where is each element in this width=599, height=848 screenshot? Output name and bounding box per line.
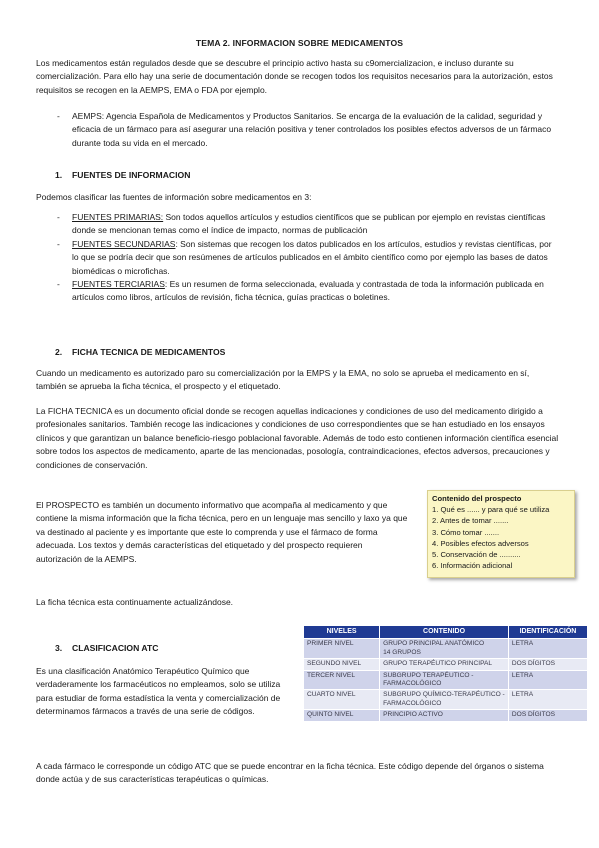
- term: FUENTES PRIMARIAS:: [72, 212, 164, 222]
- table-cell: QUINTO NIVEL: [304, 710, 380, 721]
- section-2-paragraph-3: El PROSPECTO es también un documento informativo que acompaña al medicamento y que contiene la misma información que la ficha técnica, pero en un lenguaje mas sencillo y laxo ya que va destinado al paciente y es importante que este lo comprenda y use el fármaco de forma adecuada. Los textos y demás características del etiquetado y del prospecto requieren autorización de la AEMPS.: [36, 500, 408, 564]
- table-cell: DOS DÍGITOS: [508, 710, 587, 721]
- table-cell: LETRA: [508, 670, 587, 690]
- section-3-paragraph-2: A cada fármaco le corresponde un código ATC que se puede encontrar en la ficha técnica. Este código depende del órganos o sistema donde actúa y de sus características terapéuticas o químicas.: [36, 761, 544, 785]
- prospecto-item: 5. Conservación de ..........: [432, 550, 521, 560]
- term-description: : Son sistemas que recogen los datos publicados en los artículos, estudios y revistas científicas, por lo que se podría decir que son resúmenes de artículos publicados en el ámbito científico como por ejemplo las bases de datos biomédicas o microfichas.: [72, 238, 552, 276]
- section-2-heading: [55, 347, 225, 357]
- prospecto-title: Contenido del prospecto: [432, 494, 522, 503]
- list-item: - FUENTES SECUNDARIAS: Son sistemas que recogen los datos publicados en los artículos, estudios y revistas científicas, por lo que se podría decir que son resúmenes de artículos publicados en el ámbito científico como por ejemplo las bases de datos biomédicas o microfichas.: [57, 238, 552, 276]
- term-description: Son todos aquellos artículos y estudios científicos que se publican por ejemplo en revistas científicas donde se mencionan temas como el índice de impacto, normas de publicación: [72, 212, 546, 236]
- column-header: NIVELES: [304, 626, 380, 639]
- table-cell: SUBGRUPO TERAPÉUTICO - FARMACOLÓGICO: [380, 670, 509, 690]
- list-item: - FUENTES PRIMARIAS: Son todos aquellos artículos y estudios científicos que se publican por ejemplo en revistas científicas donde se mencionan temas como el índice de impacto, normas de publicación: [57, 212, 546, 236]
- prospecto-contents-box: [427, 490, 575, 578]
- section-2-paragraph-4: La ficha técnica esta continuamente actualizándose.: [36, 597, 234, 607]
- prospecto-item: 1. Qué es ...... y para qué se utiliza: [432, 505, 550, 515]
- prospecto-item: 2. Antes de tomar .......: [432, 516, 509, 526]
- fuentes-list: [57, 211, 560, 305]
- section-number: 2.: [55, 347, 63, 357]
- column-header: IDENTIFICACIÓN: [508, 626, 587, 639]
- aemps-text: AEMPS: Agencia Española de Medicamentos y Productos Sanitarios. Se encarga de la evaluación de la calidad, seguridad y eficacia de un fármaco para así asegurar una relación positiva y tener controlados los posibles efectos adversos de un fármaco durante toda su vida en el mercado.: [72, 111, 552, 148]
- document-title: TEMA 2. INFORMACION SOBRE MEDICAMENTOS: [195, 38, 404, 48]
- term: FUENTES TERCIARIAS: [72, 279, 165, 290]
- section-title: CLASIFICACION ATC: [72, 643, 159, 653]
- section-2-paragraph-1: Cuando un medicamento es autorizado paro su comercialización por la EMPS y la EMA, no solo se aprueba el medicamento en sí, también se aprueba la ficha técnica, el prospecto y el etiquetado.: [36, 368, 530, 392]
- section-number: 3.: [55, 643, 63, 653]
- section-3-heading: [55, 643, 158, 653]
- cell-line: GRUPO PRINCIPAL ANATÓMICO 14 GRUPOS: [383, 640, 485, 656]
- table-cell: [380, 639, 509, 659]
- table-cell: PRINCIPIO ACTIVO: [380, 710, 509, 721]
- section-1-heading: [55, 170, 190, 180]
- prospecto-item: 6. Información adicional: [432, 561, 513, 571]
- table-row: [304, 639, 588, 659]
- table-row: [304, 670, 588, 690]
- section-number: 1.: [55, 170, 63, 180]
- table-cell: SUBGRUPO QUÍMICO-TERAPÉUTICO - FARMACOLÓGICO: [380, 690, 509, 710]
- table-cell: DOS DÍGITOS: [508, 659, 587, 670]
- list-item: - FUENTES TERCIARIAS: Es un resumen de forma seleccionada, evaluada y contrastada de toda la información publicada en artículos como libros, artículos de revisión, ficha técnica, guías practicas o boletines.: [57, 279, 544, 303]
- table-row: [304, 659, 588, 670]
- section-1-lead: Podemos clasificar las fuentes de información sobre medicamentos en 3:: [36, 192, 312, 202]
- section-title: FUENTES DE INFORMACION: [72, 170, 191, 180]
- term-description: : Es un resumen de forma seleccionada, evaluada y contrastada de toda la información publicada en artículos como libros, artículos de revisión, ficha técnica, guías practicas o boletines.: [72, 279, 544, 303]
- aemps-list: [57, 110, 560, 150]
- table-row: [304, 710, 588, 721]
- table-cell: LETRA: [508, 690, 587, 710]
- table-cell: SEGUNDO NIVEL: [304, 659, 380, 670]
- section-title: FICHA TECNICA DE MEDICAMENTOS: [72, 347, 226, 357]
- table-cell: TERCER NIVEL: [304, 670, 380, 690]
- table-cell: CUARTO NIVEL: [304, 690, 380, 710]
- atc-table: [303, 625, 588, 722]
- prospecto-item: 4. Posibles efectos adversos: [432, 538, 529, 548]
- intro-paragraph: Los medicamentos están regulados desde que se descubre el principio activo hasta su c9omercializacion, e incluso durante su comercialización. Para ello hay una serie de documentación donde se recogen todos los requisitos necesarios para la autorización, estos requisitos se recogen en la AEMPS, EMA o FDA por ejemplo.: [36, 58, 553, 95]
- table-header-row: [304, 626, 588, 639]
- section-2-paragraph-2: La FICHA TECNICA es un documento oficial donde se recogen aquellas indicaciones y condiciones de uso del medicamento dirigido a profesionales sanitarios. También recoge las indicaciones y condiciones de uso correspondientes que se han estudiado en los ensayos clínicos y que garantizan un balance beneficio-riesgo poblacional favorable. Además de todo esto contienen información científica esencial sobre todos los aspectos de medicamento, aparte de las mencionadas, posología, contraindicaciones, efectos adversos, precauciones y condiciones de conservación.: [36, 406, 559, 470]
- table-cell: PRIMER NIVEL: [304, 639, 380, 659]
- table-cell: LETRA: [508, 639, 587, 659]
- term: FUENTES SECUNDARIAS: [72, 238, 176, 249]
- table-cell: GRUPO TERAPÉUTICO PRINCIPAL: [380, 659, 509, 670]
- section-3-paragraph-1: Es una clasificación Anatómico Terapéutico Químico que verdaderamente los farmacéuticos no empleamos, solo se utiliza para estudiar de forma estadística la venta y comercialización de determinamos fármacos a través de una serie de códigos.: [36, 666, 281, 717]
- column-header: CONTENIDO: [380, 626, 509, 639]
- prospecto-item: 3. Cómo tomar .......: [432, 527, 500, 537]
- list-item: - AEMPS: Agencia Española de Medicamentos y Productos Sanitarios. Se encarga de la evaluación de la calidad, seguridad y eficacia de un fármaco para así asegurar una relación positiva y tener controlados los posibles efectos adversos de un fármaco durante toda su vida en el mercado.: [57, 111, 552, 148]
- table-row: [304, 690, 588, 710]
